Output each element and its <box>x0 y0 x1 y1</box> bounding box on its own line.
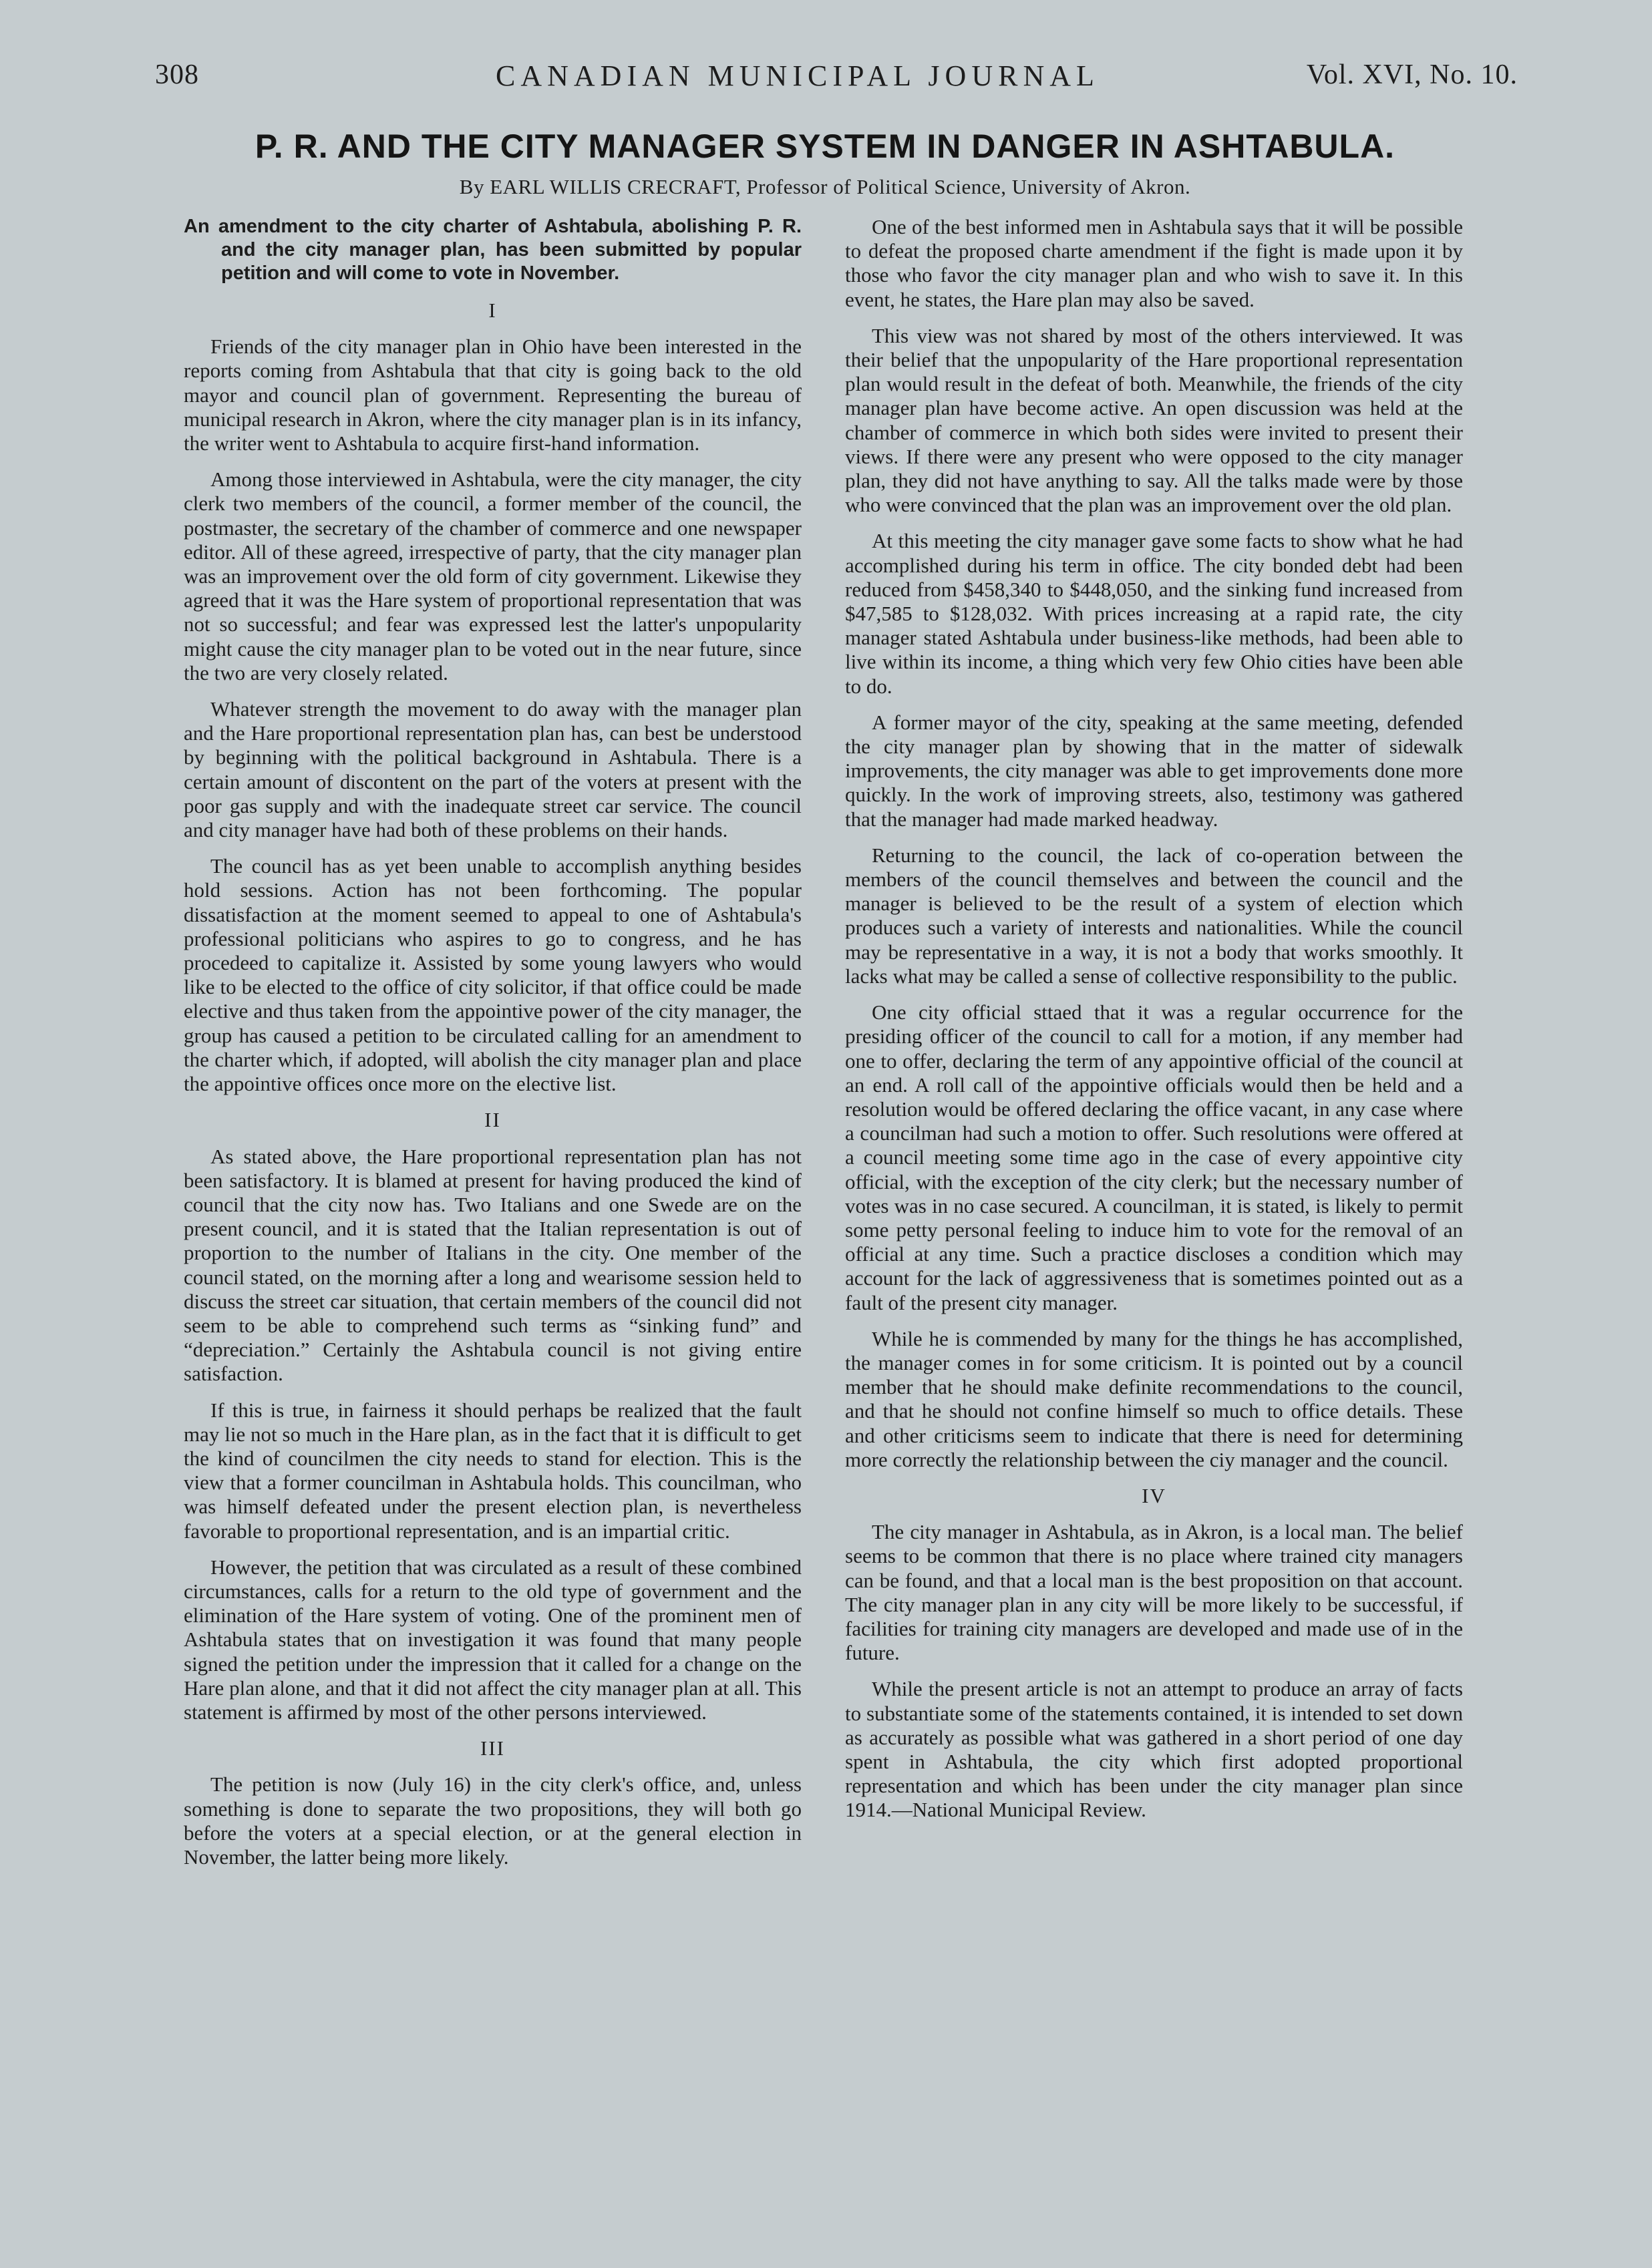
paragraph: This view was not shared by most of the others interviewed. It was their belief that the unpopularity of the Hare proportional representation plan would result in the defeat of both. Meanwhile, the friends of the city manager plan have become active. An open discussion was held at the chamber of commerce in which both sides were invited to present their views. If there were any present who were opposed to the city manager plan, they did not have anything to say. All the talks made were by those who were convinced that the plan was an improvement over the old plan. <box>845 323 1463 517</box>
paragraph: Returning to the council, the lack of co-operation between the members of the council themselves and between the council and the manager is believed to be the result of a system of election which produces such a variety of interests and nationalities. While the council may be representative in a way, it is not a body that works smoothly. It lacks what may be called a sense of collective responsibility to the public. <box>845 843 1463 988</box>
right-column <box>845 215 1463 1835</box>
page-number: 308 <box>155 59 199 90</box>
paragraph: Among those interviewed in Ashtabula, were the city manager, the city clerk two members of the council, a former member of the council, the postmaster, the secretary of the chamber of commerce and one newspaper editor. All of these agreed, irrespective of party, that the city manager plan was an improvement over the old form of city government. Likewise they agreed that it was the Hare system of proportional representation that was not so successful; and fear was expressed lest the latter's unpopularity might cause the city manager plan to be voted out in the near future, since the two are very closely related. <box>184 467 802 685</box>
section-heading-4: IV <box>1142 1483 1166 1507</box>
paragraph: Whatever strength the movement to do away with the manager plan and the Hare proportional representation plan has, can best be understood by beginning with the political background in Ashtabula. There is a certain amount of discontent on the part of the voters at present with the poor gas supply and with the inadequate street car service. The council and city manager have had both of these problems on their hands. <box>184 697 802 842</box>
paragraph: A former mayor of the city, speaking at the same meeting, defended the city manager plan by showing that in the matter of sidewalk improvements, the city manager was able to get improvements done more quickly. In the work of improving streets, also, testimony was gathered that the manager had made marked headway. <box>845 710 1463 831</box>
running-header <box>155 59 1518 99</box>
journal-title: CANADIAN MUNICIPAL JOURNAL <box>496 59 1100 92</box>
paragraph: While the present article is not an attempt to produce an array of facts to substantiate some of the statements contained, it is intended to set down as accurately as possible what was gathered in a short period of one day spent in Ashtabula, the city which first adopted proportional representation and which has been under the city manager plan since 1914.—National Municipal Review. <box>845 1677 1463 1822</box>
paragraph: At this meeting the city manager gave some facts to show what he had accomplished during his term in office. The city bonded debt had been reduced from $458,340 to $448,050, and the sinking fund increased from $47,585 to $128,032. With prices increasing at a rapid rate, the city manager stated Ashtabula under business-like methods, had been able to live within its income, a thing which very few Ohio cities have been able to do. <box>845 529 1463 698</box>
paragraph: As stated above, the Hare proportional representation plan has not been satisfactory. It is blamed at present for having produced the kind of council that the city now has. Two Italians and one Swede are on the present council, and it is stated that the Italian representation is out of proportion to the number of Italians in the city. One member of the council stated, on the morning after a long and wearisome session held to discuss the street car situation, that certain members of the council did not seem to be able to comprehend such terms as “sinking fund” and “depreciation.” Certainly the Ashtabula council is not giving entire satisfaction. <box>184 1144 802 1386</box>
article-abstract: An amendment to the city charter of Ashtabula, abolishing P. R. and the city manager plan, has been submitted by popular petition and will come to vote in November. <box>184 216 802 284</box>
paragraph: The petition is now (July 16) in the city clerk's office, and, unless something is done to separate the two propositions, they will both go before the voters at a special election, or at the general election in November, the latter being more likely. <box>184 1772 802 1869</box>
article-byline: By EARL WILLIS CRECRAFT, Professor of Political Science, University of Akron. <box>459 175 1191 198</box>
section-heading-1: I <box>488 299 497 322</box>
paragraph: If this is true, in fairness it should perhaps be realized that the fault may lie not so much in the Hare plan, as in the fact that it is difficult to get the kind of councilmen the city needs to stand for election. This is the view that a former councilman in Ashtabula holds. This councilman, who was himself defeated under the present election plan, is nevertheless favorable to proportional representation, and is an impartial critic. <box>184 1398 802 1543</box>
left-column <box>184 215 802 1881</box>
article-title: P. R. AND THE CITY MANAGER SYSTEM IN DANGER IN ASHTABULA. <box>255 128 1395 165</box>
paragraph: Friends of the city manager plan in Ohio have been interested in the reports coming from Ashtabula that that city is going back to the old mayor and council plan of government. Representing the bureau of municipal research in Akron, where the city manager plan is in its infancy, the writer went to Ashtabula to acquire first-hand information. <box>184 335 802 455</box>
paragraph: While he is commended by many for the things he has accomplished, the manager comes in for some criticism. It is pointed out by a council member that he should make definite recommendations to the council, and that he should not confine himself so much to office details. These and other criticisms seem to indicate that there is need for determining more correctly the relationship between the ciy manager and the council. <box>845 1326 1463 1471</box>
section-heading-2: II <box>484 1108 501 1132</box>
paragraph: The city manager in Ashtabula, as in Akron, is a local man. The belief seems to be common that there is no place where trained city managers can be found, and that a local man is the best proposition on that account. The city manager plan in any city will be more likely to be successful, if facilities for training city managers are developed and made use of in the future. <box>845 1520 1463 1665</box>
paragraph: The council has as yet been unable to accomplish anything besides hold sessions. Action has not been forthcoming. The popular dissatisfaction at the moment seemed to appeal to one of Ashtabula's professional politicians who aspires to go to congress, and he has procedeed to capitalize it. Assisted by some young lawyers who would like to be elected to the office of city solicitor, if that office could be made elective and thus taken from the appointive power of the city manager, the group has caused a petition to be circulated calling for an amendment to the charter which, if adopted, will abolish the city manager plan and place the appointive offices once more on the elective list. <box>184 854 802 1096</box>
section-heading-3: III <box>480 1736 505 1760</box>
paragraph: One of the best informed men in Ashtabula says that it will be possible to defeat the proposed charte amendment if the fight is made upon it by those who favor the city manager plan and who wish to save it. In this event, he states, the Hare plan may also be saved. <box>845 215 1463 311</box>
paragraph: However, the petition that was circulated as a result of these combined circumstances, calls for a return to the old type of government and the elimination of the Hare system of voting. One of the prominent men of Ashtabula states that on investigation it was found that many people signed the petition under the impression that it called for a change on the Hare plan alone, and that it did not affect the city manager plan at all. This statement is affirmed by most of the other persons interviewed. <box>184 1555 802 1724</box>
volume-issue: Vol. XVI, No. 10. <box>1306 59 1518 90</box>
paragraph: One city official sttaed that it was a regular occurrence for the presiding officer of the council to call for a motion, if any member had one to offer, declaring the term of any appointive official of the council at an end. A roll call of the appointive officials would then be held and a resolution would be offered declaring the office vacant, in any case where a councilman had such a motion to offer. Such resolutions were offered at a council meeting some time ago in the case of every appointive city official, with the exception of the city clerk; but the necessary number of votes was in no case secured. A councilman, it is stated, is likely to permit some petty personal feeling to induce him to vote for the removal of an official at any time. Such a practice discloses a condition which may account for the lack of aggressiveness that is sometimes pointed out as a fault of the present city manager. <box>845 1000 1463 1314</box>
